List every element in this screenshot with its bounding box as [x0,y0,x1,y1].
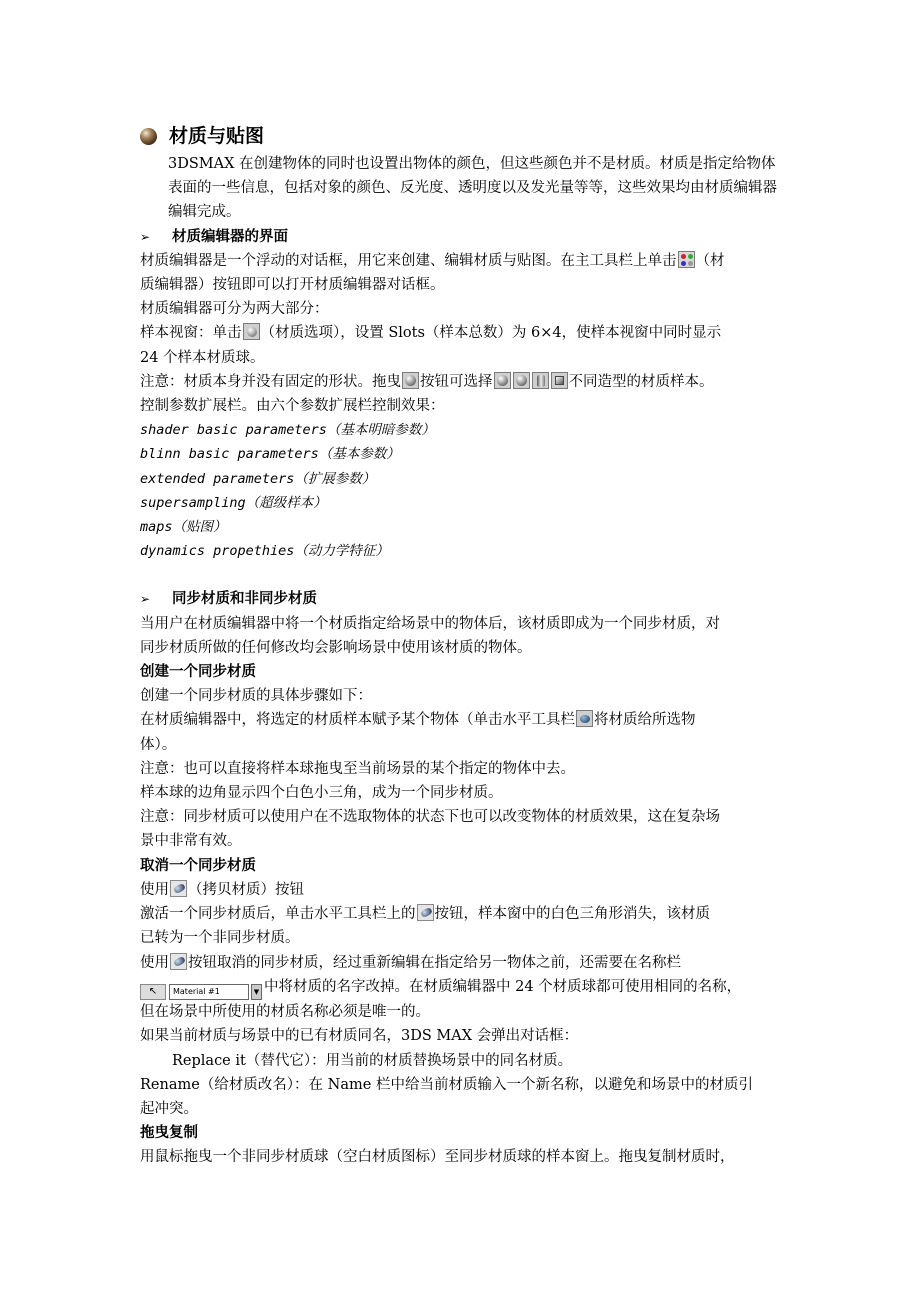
text: Rename（给材质改名）：在 Name 栏中给当前材质输入一个新名称，以避免和场景中的材质引 [140,1076,753,1093]
rollout-item: maps（贴图） [140,519,227,536]
title-text: 材质与贴图 [169,125,265,147]
copy-material-icon [170,953,187,970]
text: 使用 [140,954,169,971]
copy-material-icon [417,904,434,921]
paragraph-line [140,1024,785,1048]
text: 景中非常有效。 [140,833,242,850]
subheading: 取消一个同步材质 [140,857,256,874]
rollout-item: dynamics propethies（动力学特征） [140,543,389,560]
cube-sample-icon [551,372,568,389]
rollout-item: extended parameters（扩展参数） [140,470,376,487]
chevron-down-icon: ▼ [251,984,262,1000]
text: 材质编辑器可分为两大部分： [140,301,329,318]
text: 质编辑器）按钮即可以打开材质编辑器对话框。 [140,277,445,294]
paragraph-line [140,1073,785,1097]
arrow-bullet-icon: ➢ [140,229,151,244]
text: 注意：同步材质可以使用户在不选取物体的状态下也可以改变物体的材质效果，这在复杂场 [140,809,720,826]
intro-paragraph [140,152,785,225]
text: 当用户在材质编辑器中将一个材质指定给场景中的物体后，该材质即成为一个同步材质，对 [140,615,720,632]
text: 同步材质所做的任何修改均会影响场景中使用该材质的物体。 [140,639,532,656]
paragraph-line [140,781,785,805]
text: 体）。 [140,736,177,753]
subheading: 拖曳复制 [140,1125,198,1142]
paragraph-line [140,926,785,950]
text: 控制参数扩展栏。由六个参数扩展栏控制效果： [140,398,445,415]
intro-text: 3DSMAX 在创建物体的同时也设置出物体的颜色，但这些颜色并不是材质。材质是指定给物体表面的一些信息，包括对象的颜色、反光度、透明度以及发光量等等，这些效果均由材质编辑器编辑完成。 [168,156,777,221]
document-page [140,120,785,1170]
text: 按钮可选择 [420,373,493,390]
text: 使用 [140,881,169,898]
paragraph [140,878,785,902]
page-title [140,120,785,152]
text: 材质编辑器是一个浮动的对话框，用它来创建、编辑材质与贴图。在主工具栏上单击 [140,252,677,269]
paragraph [140,902,785,926]
text: 用鼠标拖曳一个非同步材质球（空白材质图标）至同步材质球的样本窗上。拖曳复制材质时， [140,1149,735,1166]
sample-type-icon [402,372,419,389]
paragraph-line [140,733,785,757]
rollout-item: blinn basic parameters（基本参数） [140,446,400,463]
paragraph-line [140,346,785,370]
paragraph-line [140,1097,785,1121]
paragraph [140,321,785,345]
text: 注意：材质本身并没有固定的形状。拖曳 [140,373,401,390]
text: 但在场景中所使用的材质名称必须是唯一的。 [140,1004,430,1021]
paragraph-line [140,273,785,297]
paragraph-line [140,684,785,708]
rollout-item: supersampling（超级样本） [140,494,327,511]
paragraph [140,708,785,732]
section-title: 材质编辑器的界面 [172,228,288,245]
text: （拷贝材质）按钮 [188,881,304,898]
text: 起冲突。 [140,1101,198,1118]
paragraph-line [140,1049,785,1073]
paragraph [140,394,785,418]
text: 不同造型的材质样本。 [568,373,714,390]
text: 如果当前材质与场景中的已有材质同名，3DS MAX 会弹出对话框： [140,1028,579,1045]
assign-material-icon [576,710,593,727]
paragraph [140,951,785,975]
text: 按钮取消的同步材质，经过重新编辑在指定给另一物体之前，还需要在名称栏 [188,954,681,971]
section-heading-editor [140,225,785,249]
text: （材质选项），设置 Slots（样本总数）为 6×4，使样本视窗中同时显示 [260,325,722,342]
arrow-bullet-icon: ➢ [140,592,151,607]
paragraph [140,975,785,1001]
cylinder-sample-icon [532,372,549,389]
text: 已转为一个非同步材质。 [140,930,300,947]
material-options-icon [243,323,260,340]
paragraph [140,297,785,321]
text: （材 [695,252,725,269]
paragraph-line [140,1000,785,1024]
paragraph-line [140,612,785,636]
text: 在材质编辑器中，将选定的材质样本赋予某个物体（单击水平工具栏 [140,712,575,729]
text: 激活一个同步材质后，单击水平工具栏上的 [140,906,416,923]
section-heading-sync [140,587,785,611]
material-name-bar [140,983,262,1000]
paragraph-line [140,636,785,660]
material-name-field: Material #1 [169,984,249,1000]
text: 将材质给所选物 [594,712,696,729]
paragraph-line [140,829,785,853]
paragraph [140,249,785,273]
sphere-sample-icon [513,372,530,389]
copy-material-icon [170,880,187,897]
material-editor-icon [678,251,695,268]
section-title: 同步材质和非同步材质 [172,591,317,608]
text: 注意：也可以直接将样本球拖曳至当前场景的某个指定的物体中去。 [140,760,575,777]
text: 按钮，样本窗中的白色三角形消失，该材质 [434,906,710,923]
paragraph-line [140,805,785,829]
text: 样本球的边角显示四个白色小三角，成为一个同步材质。 [140,785,503,802]
paragraph-line [140,757,785,781]
paragraph-line [140,1145,785,1169]
subheading: 创建一个同步材质 [140,664,256,681]
pick-material-icon: ↖ [140,984,166,1000]
paragraph [140,370,785,394]
text: 样本视窗：单击 [140,325,242,342]
text: 中将材质的名字改掉。在材质编辑器中 24 个材质球都可使用相同的名称， [264,978,742,995]
text: 创建一个同步材质的具体步骤如下： [140,688,372,705]
sphere-sample-icon [494,372,511,389]
sphere-bullet-icon [140,128,157,145]
text: 24 个样本材质球。 [140,349,265,366]
text: Replace it（替代它）：用当前的材质替换场景中的同名材质。 [172,1052,573,1069]
rollout-item: shader basic parameters（基本明暗参数） [140,422,435,439]
